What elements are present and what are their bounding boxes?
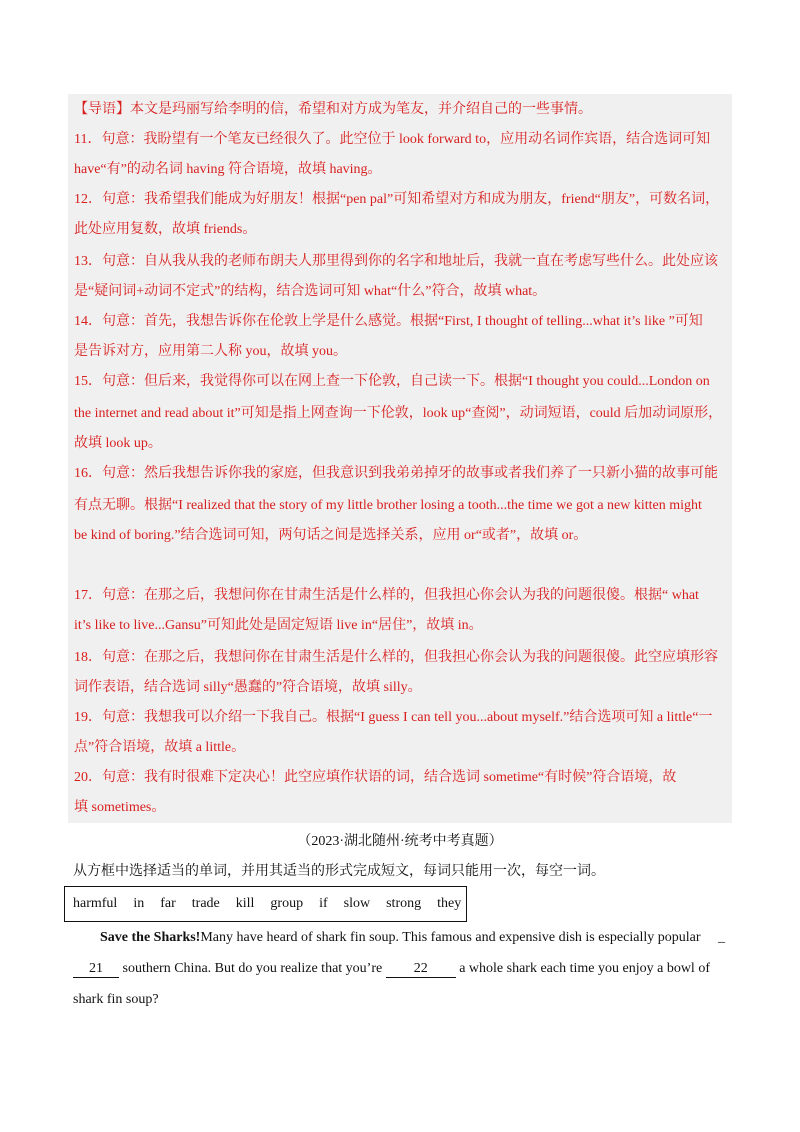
blank-21[interactable]: 21	[73, 961, 119, 978]
answer-line: 18．句意：在那之后，我想问你在甘肃生活是什么样的，但我担心你会认为我的问题很傻。此空应填形容	[74, 650, 718, 665]
answer-line: 15．句意：但后来，我觉得你可以在网上查一下伦敦，自己读一下。根据“I thought you could...London on	[74, 374, 710, 389]
answer-line: 词作表语，结合选词 silly“愚蠢的”符合语境，故填 silly。	[74, 680, 422, 695]
answer-line: 12．句意：我希望我们能成为好朋友！根据“pen pal”可知希望对方和成为朋友，friend“朋友”，可数名词，	[74, 192, 720, 207]
answer-line: 是“疑问词+动词不定式”的结构，结合选词可知 what“什么”符合，故填 what。	[74, 284, 547, 299]
guide-line: 【导语】本文是玛丽写给李明的信，希望和对方成为笔友，并介绍自己的一些事情。	[74, 102, 592, 117]
answer-line: 19．句意：我想我可以介绍一下我自己。根据“I guess I can tell you...about myself.”结合选项可知 a little“一	[74, 710, 713, 725]
passage-tail-blank: _	[718, 930, 725, 945]
passage-line-1	[100, 928, 700, 948]
passage-text: a whole shark each time you enjoy a bowl of	[459, 961, 710, 976]
word-bank-item: in	[133, 896, 145, 911]
answer-line: it’s like to live...Gansu”可知此处是固定短语 live in“居住”，故填 in。	[74, 618, 483, 633]
passage-line-2	[73, 959, 710, 979]
word-bank-item: kill	[235, 896, 255, 911]
answer-line: 13．句意：自从我从我的老师布朗夫人那里得到你的名字和地址后，我就一直在考虑写些什么。此处应该	[74, 254, 718, 269]
word-bank-item: trade	[191, 896, 220, 911]
answer-line: 点”符合语境，故填 a little。	[74, 740, 246, 755]
answer-line: 14．句意：首先，我想告诉你在伦敦上学是什么感觉。根据“First, I thought of telling...what it’s like ”可知	[74, 314, 703, 329]
word-bank-box	[64, 886, 467, 922]
source-line: （2023·湖北随州·统考中考真题）	[297, 834, 503, 849]
answer-line: 16．句意：然后我想告诉你我的家庭，但我意识到我弟弟掉牙的故事或者我们养了一只新小猫的故事可能	[74, 466, 718, 481]
passage-text: Many have heard of shark fin soup. This famous and expensive dish is especially popular	[200, 930, 701, 945]
answer-line: 填 sometimes。	[74, 800, 166, 815]
passage-line-3: shark fin soup?	[73, 992, 159, 1007]
passage-text: southern China. But do you realize that you’re	[122, 961, 383, 976]
answer-line: be kind of boring.”结合选词可知，两句话之间是选择关系，应用 or“或者”，故填 or。	[74, 528, 588, 543]
answer-line: 17．句意：在那之后，我想问你在甘肃生活是什么样的，但我担心你会认为我的问题很傻。根据“ what	[74, 588, 699, 603]
answer-line: 20．句意：我有时很难下定决心！此空应填作状语的词，结合选词 sometime“有时候”符合语境，故	[74, 770, 677, 785]
word-bank-item: strong	[386, 896, 422, 911]
passage-title: Save the Sharks!	[100, 930, 201, 945]
word-bank-item: harmful	[73, 896, 118, 911]
word-bank-item: if	[319, 896, 328, 911]
answer-explanation-box	[68, 94, 732, 823]
word-bank-item: slow	[343, 896, 371, 911]
blank-22[interactable]: 22	[386, 961, 456, 978]
instruction-text: 从方框中选择适当的单词，并用其适当的形式完成短文，每词只能用一次，每空一词。	[73, 864, 605, 879]
answer-line: the internet and read about it”可知是指上网查询一下伦敦，look up“查阅”，动词短语，could 后加动词原形，	[74, 406, 723, 421]
answer-line: 有点无聊。根据“I realized that the story of my little brother losing a tooth...the time we got a new kitten might	[74, 498, 702, 513]
word-bank-item: far	[160, 896, 176, 911]
answer-line: 11．句意：我盼望有一个笔友已经很久了。此空位于 look forward to，应用动名词作宾语，结合选词可知	[74, 132, 711, 147]
word-bank-item: group	[270, 896, 304, 911]
answer-line: 是告诉对方，应用第二人称 you，故填 you。	[74, 344, 347, 359]
answer-line: 此处应用复数，故填 friends。	[74, 222, 257, 237]
answer-line: have“有”的动名词 having 符合语境，故填 having。	[74, 162, 382, 177]
answer-line: 故填 look up。	[74, 436, 162, 451]
word-bank-item: they	[437, 896, 462, 911]
